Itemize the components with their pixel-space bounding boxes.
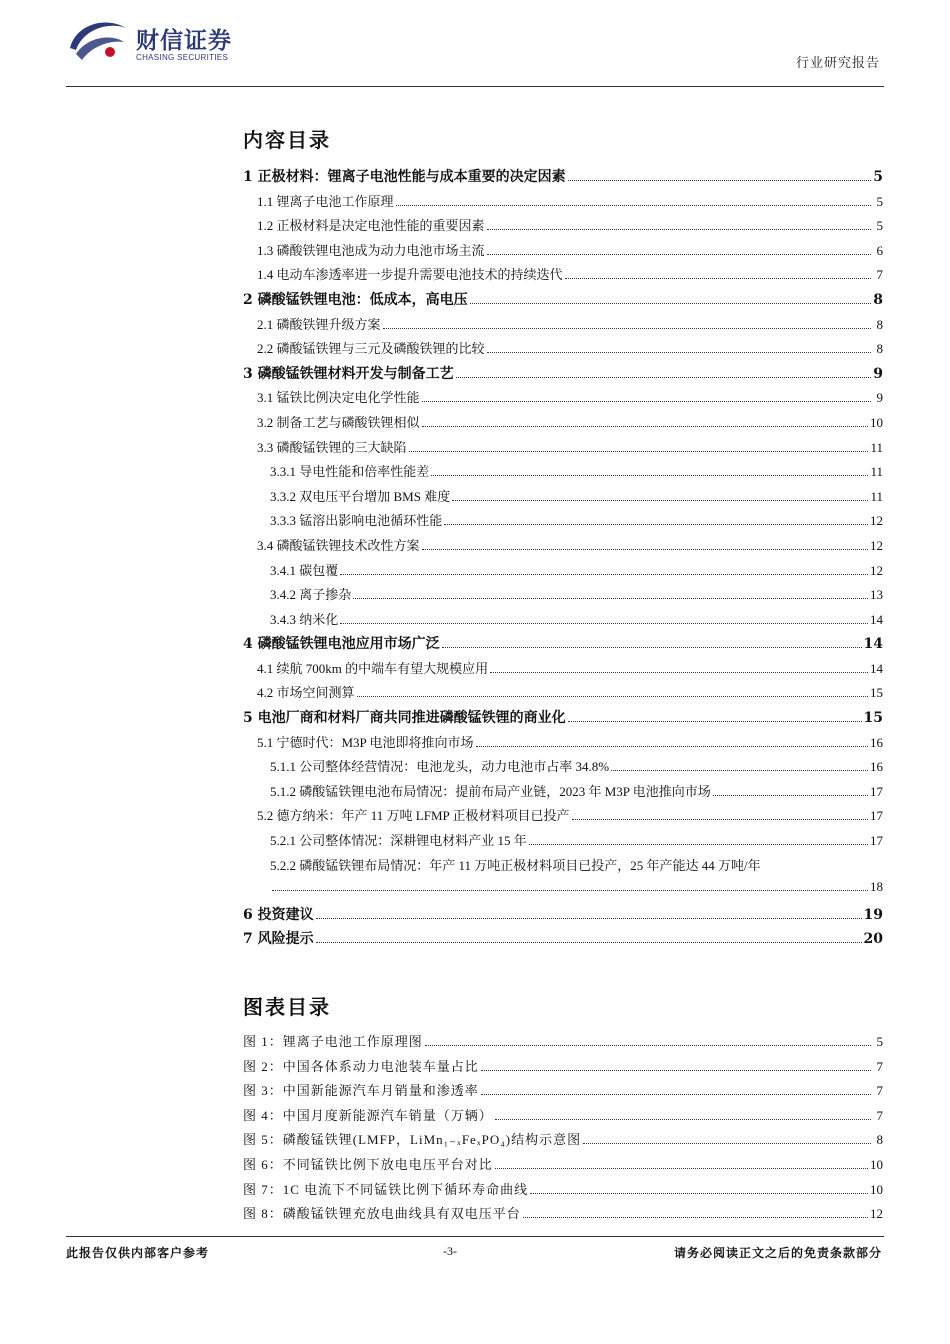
toc-entry-page: 16: [870, 759, 883, 775]
toc-entry[interactable]: [243, 805, 883, 830]
toc-entry-page: 19: [863, 906, 883, 923]
toc-entry-page: 10: [870, 414, 883, 430]
toc-entry-text: 2 磷酸锰铁锂电池：低成本，高电压: [243, 291, 468, 308]
logo-mark-icon: [66, 14, 130, 66]
dot-leader: [565, 277, 871, 279]
toc-entry-text: 5.1.1 公司整体经营情况：电池龙头，动力电池市占率 34.8%: [270, 759, 610, 775]
figure-entry[interactable]: [243, 1105, 883, 1130]
figure-entry[interactable]: [243, 1080, 883, 1105]
toc-entry-page: 7: [876, 267, 883, 283]
toc-entry-text: 3.4 磷酸锰铁锂技术改性方案: [257, 537, 420, 553]
toc-entry[interactable]: [243, 756, 883, 781]
toc-entry-page: 14: [863, 636, 883, 653]
toc-entry[interactable]: [243, 707, 883, 732]
dot-leader: [340, 622, 868, 624]
dot-leader: [422, 400, 871, 402]
toc-entry-text: 4.2 市场空间测算: [257, 685, 355, 701]
toc-entry[interactable]: [243, 535, 883, 560]
company-logo: [66, 14, 246, 74]
toc-list: [243, 166, 883, 953]
dot-leader: [357, 695, 868, 697]
dot-leader: [530, 1192, 868, 1194]
figure-entry[interactable]: [243, 1031, 883, 1056]
toc-entry[interactable]: [243, 289, 883, 314]
toc-entry-page: 11: [870, 464, 883, 480]
toc-entry-text: 1.3 磷酸铁锂电池成为动力电池市场主流: [257, 242, 485, 258]
toc-entry-page: 17: [870, 783, 883, 799]
dot-leader: [568, 179, 871, 181]
dot-leader: [396, 204, 871, 206]
toc-entry-page: 12: [870, 562, 883, 578]
toc-entry-text: 5 电池厂商和材料厂商共同推进磷酸锰铁锂的商业化: [243, 710, 566, 727]
toc-entry-text: 3.4.3 纳米化: [270, 611, 339, 627]
toc-entry-text: 1.1 锂离子电池工作原理: [257, 193, 394, 209]
toc-entry-page: 9: [876, 390, 883, 406]
toc-entry[interactable]: [243, 486, 883, 511]
toc-entry-page: 17: [870, 808, 883, 824]
figure-entry[interactable]: [243, 1154, 883, 1179]
dot-leader: [487, 351, 871, 353]
figure-entry-text: 图 3：中国新能源汽车月销量和渗透率: [243, 1083, 479, 1099]
figure-entry-page: 12: [870, 1206, 883, 1222]
logo-chinese-name: 财信证券: [136, 28, 232, 54]
toc-entry-text: 3.3.1 导电性能和倍率性能差: [270, 464, 430, 480]
dot-leader: [272, 889, 868, 891]
dot-leader: [583, 1142, 871, 1144]
toc-entry-text: 3 磷酸锰铁锂材料开发与制备工艺: [243, 365, 454, 382]
toc-entry-page: 15: [870, 685, 883, 701]
toc-entry-page: 15: [863, 710, 883, 727]
toc-entry-page: 17: [870, 833, 883, 849]
dot-leader: [316, 941, 862, 943]
figure-entry-page: 10: [870, 1156, 883, 1172]
figure-entry[interactable]: [243, 1203, 883, 1228]
toc-entry[interactable]: [243, 191, 883, 216]
toc-entry[interactable]: [243, 461, 883, 486]
toc-entry[interactable]: [243, 928, 883, 953]
toc-entry-page: 8: [876, 316, 883, 332]
toc-entry-text: 3.4.1 碳包覆: [270, 562, 339, 578]
toc-entry-page: 12: [870, 513, 883, 529]
toc-entry-text: 1 正极材料：锂离子电池性能与成本重要的决定因素: [243, 169, 566, 185]
dot-leader: [713, 794, 868, 796]
dot-leader: [487, 253, 871, 255]
toc-entry[interactable]: [243, 584, 883, 609]
toc-entry-text: 4.1 续航 700km 的中端车有望大规模应用: [257, 660, 489, 676]
dot-leader: [422, 425, 868, 427]
dot-leader: [568, 720, 862, 722]
dot-leader: [572, 818, 869, 820]
toc-entry-text: 7 风险提示: [243, 931, 314, 948]
figure-entry-text: 图 4：中国月度新能源汽车销量（万辆）: [243, 1107, 493, 1123]
figure-entry-page: 10: [870, 1181, 883, 1197]
toc-entry[interactable]: [243, 732, 883, 757]
toc-entry[interactable]: [243, 338, 883, 363]
figure-entry-text: 图 1：锂离子电池工作原理图: [243, 1034, 423, 1049]
header-divider: [66, 86, 884, 87]
toc-entry-page: 11: [870, 488, 883, 504]
logo-english-name: CHASING SECURITIES: [136, 53, 229, 62]
toc-entry-text: 3.1 锰铁比例决定电化学性能: [257, 390, 420, 406]
toc-entry-text: 4 磷酸锰铁锂电池应用市场广泛: [243, 636, 440, 653]
toc-entry[interactable]: [243, 240, 883, 265]
dot-leader: [481, 1093, 871, 1095]
dot-leader: [611, 769, 868, 771]
toc-entry-page: 5: [876, 218, 883, 234]
figure-entry-text: 图 8：磷酸锰铁锂充放电曲线具有双电压平台: [243, 1206, 521, 1222]
figure-entry-page: 7: [876, 1058, 883, 1074]
toc-entry[interactable]: [243, 609, 883, 634]
toc-entry-text: 5.2 德方纳米：年产 11 万吨 LFMP 正极材料项目已投产: [257, 808, 570, 824]
toc-entry-page: 13: [870, 587, 883, 603]
report-type-label: 行业研究报告: [795, 56, 880, 71]
footer-divider: [66, 1236, 884, 1237]
figure-entry-text: 图 2：中国各体系动力电池装车量占比: [243, 1058, 479, 1074]
dot-leader: [529, 843, 868, 845]
dot-leader: [487, 228, 871, 230]
dot-leader: [353, 597, 868, 599]
toc-entry[interactable]: [243, 264, 883, 289]
dot-leader: [490, 671, 868, 673]
figure-entry[interactable]: [243, 1179, 883, 1204]
dot-leader: [442, 646, 862, 648]
figure-entry-page: 8: [876, 1132, 883, 1148]
toc-entry[interactable]: [243, 387, 883, 412]
figure-entry-text: 图 5：磷酸锰铁锂(LMFP，LiMn₁₋ₓFeₓPO₄)结构示意图: [243, 1132, 582, 1148]
toc-entry-page: 16: [870, 734, 883, 750]
toc-entry-text: 5.2.1 公司整体情况：深耕锂电材料产业 15 年: [270, 833, 527, 849]
toc-entry-text: 5.1 宁德时代：M3P 电池即将推向市场: [257, 734, 474, 750]
dot-leader: [431, 474, 868, 476]
toc-entry[interactable]: [243, 682, 883, 707]
toc-entry-page: 5: [873, 169, 883, 185]
toc-entry-text: 5.1.2 磷酸锰铁锂电池布局情况：提前布局产业链，2023 年 M3P 电池推向市场: [270, 783, 711, 799]
toc-entry-page: 5: [876, 193, 883, 209]
toc-entry[interactable]: [243, 215, 883, 240]
figure-entry-page: 7: [876, 1083, 883, 1099]
figure-list: [243, 1031, 883, 1228]
toc-entry[interactable]: [243, 412, 883, 437]
toc-entry[interactable]: [243, 855, 883, 904]
dot-leader: [456, 376, 871, 378]
toc-entry-text: 5.2.2 磷酸锰铁锂布局情况：年产 11 万吨正极材料项目已投产，25 年产能达 44 万吨/年: [270, 857, 761, 873]
toc-entry[interactable]: [243, 437, 883, 462]
dot-leader: [481, 1069, 871, 1071]
toc-title: 内容目录: [243, 128, 331, 152]
dot-leader: [495, 1118, 871, 1120]
toc-entry[interactable]: [243, 658, 883, 683]
dot-leader: [523, 1216, 868, 1218]
toc-entry-text: 1.4 电动车渗透率进一步提升需要电池技术的持续迭代: [257, 267, 563, 283]
figure-entry-page: 7: [876, 1107, 883, 1123]
figure-list-title: 图表目录: [243, 995, 331, 1019]
toc-entry[interactable]: [243, 633, 883, 658]
footer-disclaimer-right: 请务必阅读正文之后的免责条款部分: [673, 1246, 882, 1260]
dot-leader: [422, 548, 868, 550]
toc-entry-page: 14: [870, 611, 883, 627]
dot-leader: [383, 327, 871, 329]
dot-leader: [470, 302, 871, 304]
toc-entry-text: 1.2 正极材料是决定电池性能的重要因素: [257, 218, 485, 234]
figure-entry-text: 图 7：1C 电流下不同锰铁比例下循环寿命曲线: [243, 1181, 529, 1197]
toc-entry[interactable]: [243, 363, 883, 388]
dot-leader: [409, 450, 869, 452]
toc-entry-page: 12: [870, 537, 883, 553]
toc-entry[interactable]: [243, 510, 883, 535]
toc-entry[interactable]: [243, 830, 883, 855]
dot-leader: [452, 499, 868, 501]
toc-entry-text: 2.2 磷酸锰铁锂与三元及磷酸铁锂的比较: [257, 341, 485, 357]
toc-entry-text: 3.3.2 双电压平台增加 BMS 难度: [270, 488, 451, 504]
toc-entry[interactable]: [243, 781, 883, 806]
toc-entry-text: 3.2 制备工艺与磷酸铁锂相似: [257, 414, 420, 430]
dot-leader: [425, 1044, 871, 1046]
figure-entry[interactable]: [243, 1056, 883, 1081]
dot-leader: [444, 523, 868, 525]
toc-entry-text: 3.4.2 离子掺杂: [270, 587, 352, 603]
dot-leader: [476, 745, 868, 747]
toc-entry-text: 2.1 磷酸铁锂升级方案: [257, 316, 381, 332]
figure-entry-text: 图 6：不同锰铁比例下放电电压平台对比: [243, 1156, 493, 1172]
toc-entry-page: 20: [863, 931, 883, 948]
toc-entry[interactable]: [243, 904, 883, 929]
dot-leader: [495, 1167, 868, 1169]
page-number: -3-: [443, 1244, 457, 1258]
toc-entry-text: 3.3.3 锰溶出影响电池循环性能: [270, 513, 443, 529]
toc-entry-page: 8: [873, 291, 883, 308]
toc-entry-page: 9: [873, 365, 883, 382]
dot-leader: [316, 917, 862, 919]
toc-entry-text: 6 投资建议: [243, 906, 314, 923]
toc-entry-page: 14: [870, 660, 883, 676]
toc-entry[interactable]: [243, 560, 883, 585]
figure-entry[interactable]: [243, 1129, 883, 1154]
toc-entry[interactable]: [243, 314, 883, 339]
figure-entry-page: 5: [876, 1034, 883, 1049]
toc-entry-page: 18: [870, 879, 883, 895]
toc-entry-page: 6: [876, 242, 883, 258]
toc-entry-text: 3.3 磷酸锰铁锂的三大缺陷: [257, 439, 407, 455]
toc-entry-page: 8: [876, 341, 883, 357]
toc-entry[interactable]: [243, 166, 883, 191]
footer-disclaimer-left: 此报告仅供内部客户参考: [66, 1246, 210, 1260]
dot-leader: [340, 573, 868, 575]
toc-entry-page: 11: [870, 439, 883, 455]
